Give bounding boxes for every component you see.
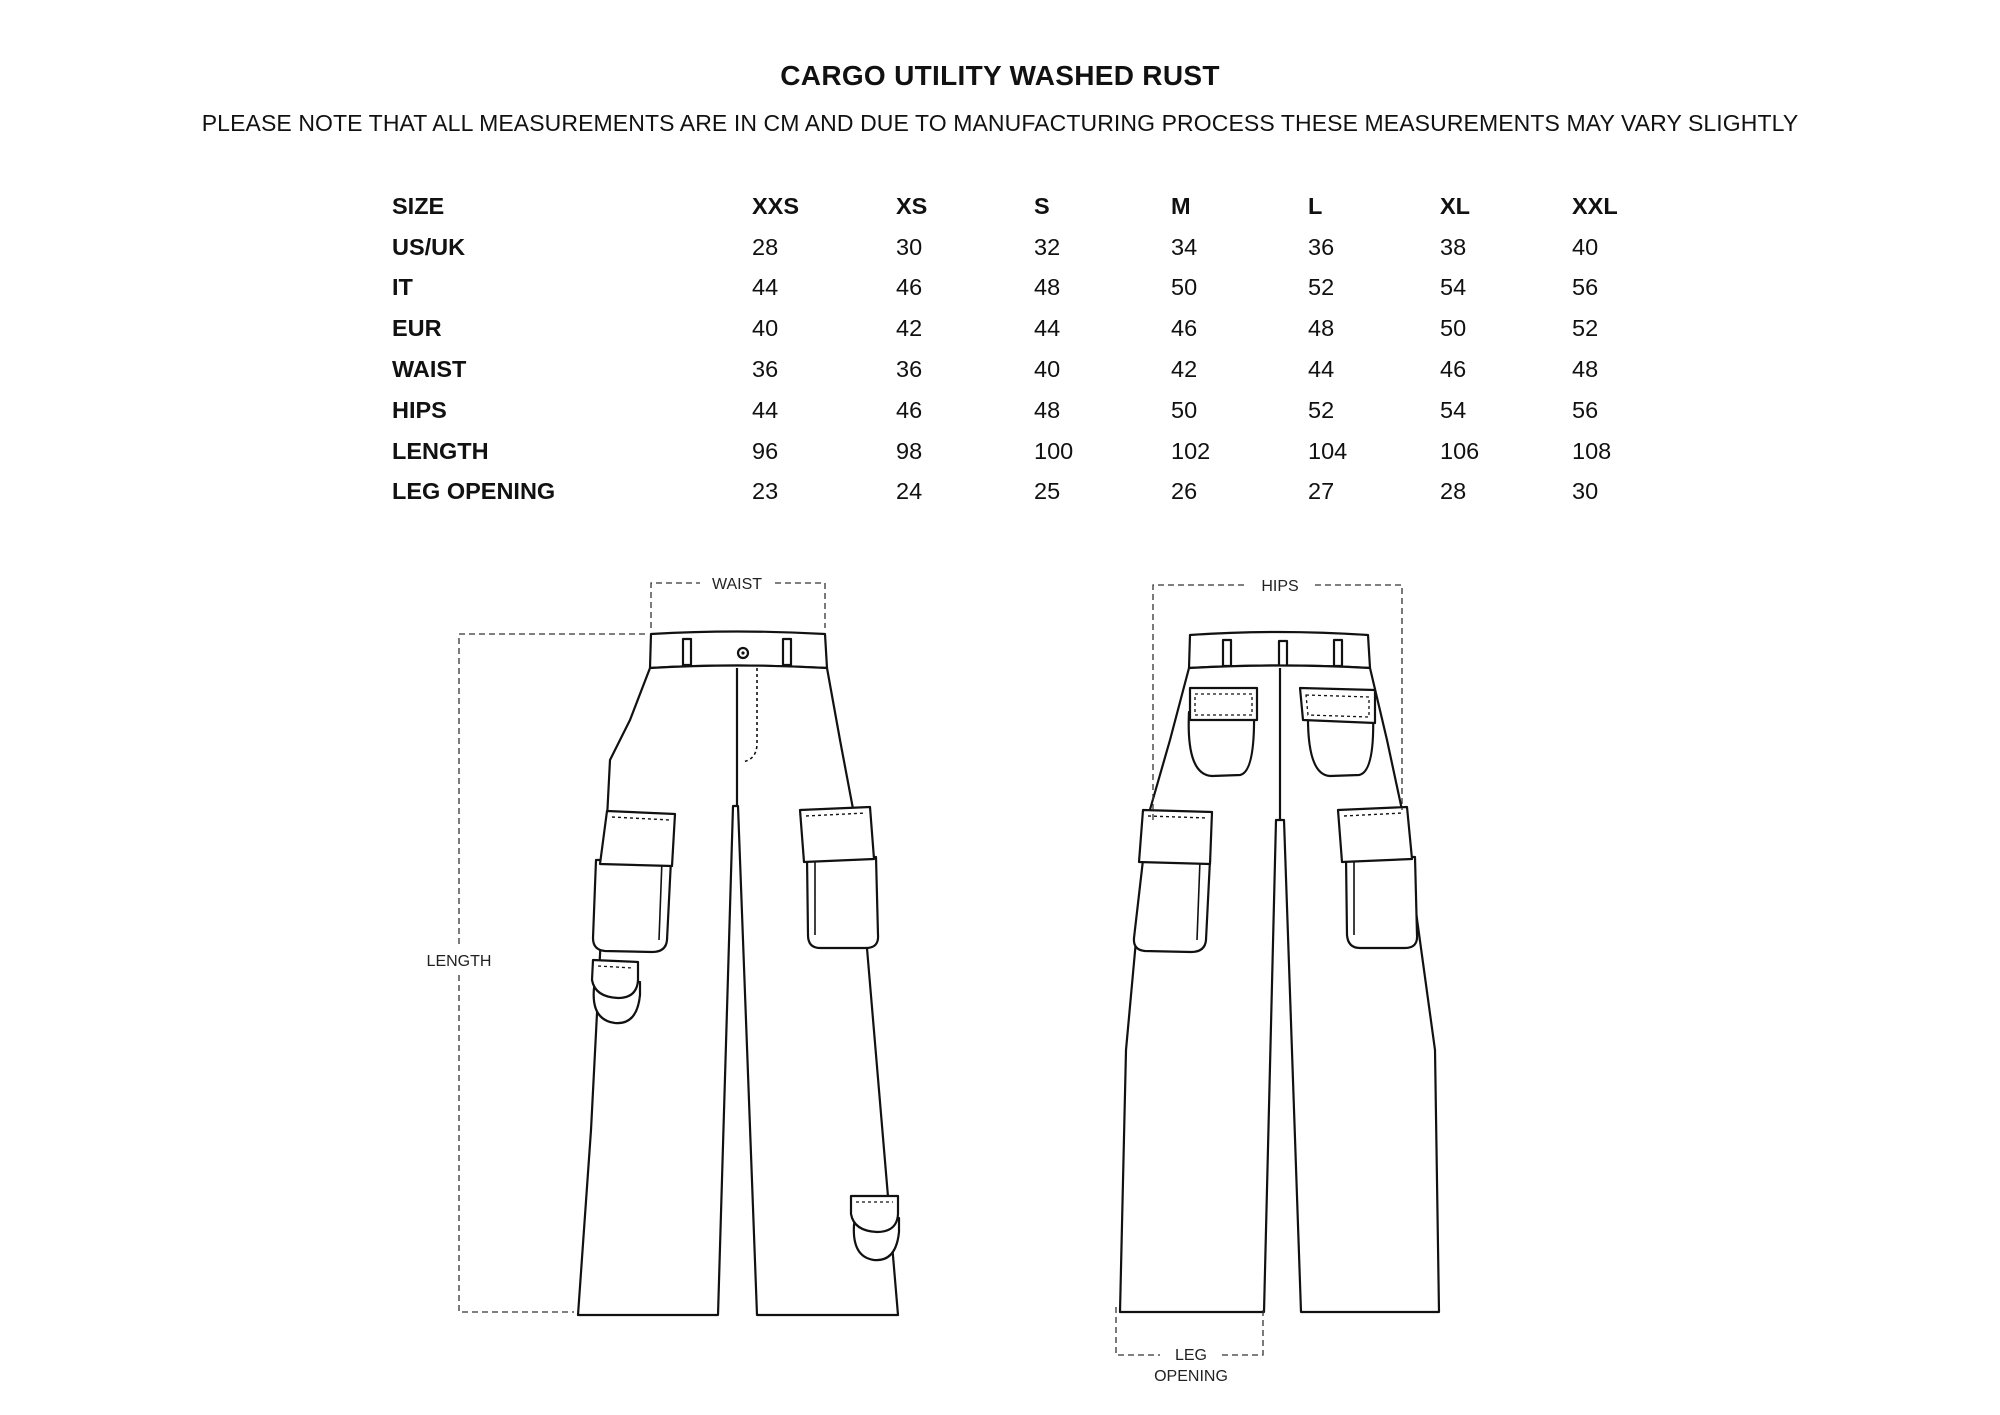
table-cell: 48 xyxy=(1034,274,1061,301)
button-center-icon xyxy=(741,651,744,654)
front-pants-illustration xyxy=(578,632,899,1316)
size-column-header: M xyxy=(1171,192,1191,219)
table-cell: 56 xyxy=(1572,396,1599,423)
row-label: LEG OPENING xyxy=(392,478,556,505)
table-cell: 44 xyxy=(752,396,779,423)
table-cell: 106 xyxy=(1440,437,1480,464)
back-left-pocket-flap xyxy=(1139,810,1212,864)
row-label: LENGTH xyxy=(392,437,489,464)
table-cell: 48 xyxy=(1572,356,1599,383)
hips-label: HIPS xyxy=(1261,578,1299,595)
table-cell: 50 xyxy=(1440,315,1467,342)
table-cell: 52 xyxy=(1308,396,1335,423)
belt-loop xyxy=(1279,641,1287,667)
row-label: IT xyxy=(392,274,413,301)
leg-opening-label-line2: OPENING xyxy=(1154,1368,1228,1385)
row-label: WAIST xyxy=(392,356,467,383)
table-cell: 46 xyxy=(896,274,923,301)
belt-loop xyxy=(1223,640,1231,666)
table-cell: 48 xyxy=(1034,396,1061,423)
table-cell: 50 xyxy=(1171,274,1198,301)
row-label: US/UK xyxy=(392,233,466,260)
length-dimension-line xyxy=(459,975,574,1312)
size-column-header: XXL xyxy=(1572,192,1618,219)
leg-opening-dimension-line xyxy=(1222,1307,1263,1355)
table-cell: 32 xyxy=(1034,233,1061,260)
table-cell: 46 xyxy=(1171,315,1198,342)
length-label: LENGTH xyxy=(426,953,492,970)
table-cell: 36 xyxy=(752,356,779,383)
table-cell: 108 xyxy=(1572,437,1612,464)
leg-opening-dimension-line xyxy=(1116,1307,1160,1355)
belt-loop xyxy=(683,639,691,665)
waist-dimension-line xyxy=(651,583,700,628)
table-cell: 48 xyxy=(1308,315,1335,342)
table-cell: 56 xyxy=(1572,274,1599,301)
table-cell: 50 xyxy=(1171,396,1198,423)
waist-label: WAIST xyxy=(711,576,763,593)
size-column-header: L xyxy=(1308,192,1323,219)
table-cell: 98 xyxy=(896,437,923,464)
table-cell: 54 xyxy=(1440,274,1467,301)
table-cell: 26 xyxy=(1171,478,1198,505)
page-title: CARGO UTILITY WASHED RUST xyxy=(780,60,1220,91)
table-cell: 23 xyxy=(752,478,779,505)
table-cell: 28 xyxy=(752,233,779,260)
table-cell: 42 xyxy=(896,315,923,342)
table-cell: 30 xyxy=(1572,478,1599,505)
table-cell: 46 xyxy=(1440,356,1467,383)
table-cell: 34 xyxy=(1171,233,1198,260)
table-cell: 42 xyxy=(1171,356,1198,383)
leg-opening-label-line1: LEG xyxy=(1174,1347,1208,1364)
size-header-label: SIZE xyxy=(392,192,445,219)
table-cell: 46 xyxy=(896,396,923,423)
table-cell: 36 xyxy=(1308,233,1335,260)
table-cell: 102 xyxy=(1171,437,1211,464)
front-right-pocket-flap xyxy=(800,807,874,862)
table-cell: 54 xyxy=(1440,396,1467,423)
row-label: EUR xyxy=(392,315,442,342)
size-column-header: XXS xyxy=(752,192,800,219)
table-cell: 38 xyxy=(1440,233,1467,260)
back-right-hip-flap xyxy=(1300,688,1375,723)
belt-loop xyxy=(1334,640,1342,666)
front-left-pocket-flap xyxy=(600,811,675,866)
size-column-header: XL xyxy=(1440,192,1471,219)
table-cell: 28 xyxy=(1440,478,1467,505)
back-right-pocket-flap xyxy=(1338,807,1412,862)
table-cell: 44 xyxy=(1308,356,1335,383)
measurement-note: PLEASE NOTE THAT ALL MEASUREMENTS ARE IN CM AND DUE TO MANUFACTURING PROCESS THESE MEASUREMENTS MAY VARY SLIGHTLY xyxy=(201,110,1799,136)
size-column-header: S xyxy=(1034,192,1050,219)
table-cell: 96 xyxy=(752,437,779,464)
front-right-cargo-pocket xyxy=(807,857,878,948)
table-cell: 44 xyxy=(752,274,779,301)
back-pants-illustration xyxy=(1120,632,1439,1312)
table-cell: 40 xyxy=(1572,233,1599,260)
table-cell: 104 xyxy=(1308,437,1348,464)
back-left-hip-flap xyxy=(1190,688,1257,720)
size-column-header: XS xyxy=(896,192,928,219)
back-right-cargo-pocket xyxy=(1346,857,1417,948)
table-cell: 100 xyxy=(1034,437,1074,464)
table-cell: 52 xyxy=(1308,274,1335,301)
back-left-hip-pocket xyxy=(1189,712,1254,776)
table-cell: 44 xyxy=(1034,315,1061,342)
waist-dimension-line xyxy=(775,583,825,628)
table-cell: 40 xyxy=(1034,356,1061,383)
table-cell: 36 xyxy=(896,356,923,383)
table-cell: 24 xyxy=(896,478,923,505)
table-cell: 30 xyxy=(896,233,923,260)
row-label: HIPS xyxy=(392,396,447,423)
table-cell: 40 xyxy=(752,315,779,342)
table-cell: 52 xyxy=(1572,315,1599,342)
table-cell: 27 xyxy=(1308,478,1335,505)
table-cell: 25 xyxy=(1034,478,1061,505)
belt-loop xyxy=(783,639,791,665)
